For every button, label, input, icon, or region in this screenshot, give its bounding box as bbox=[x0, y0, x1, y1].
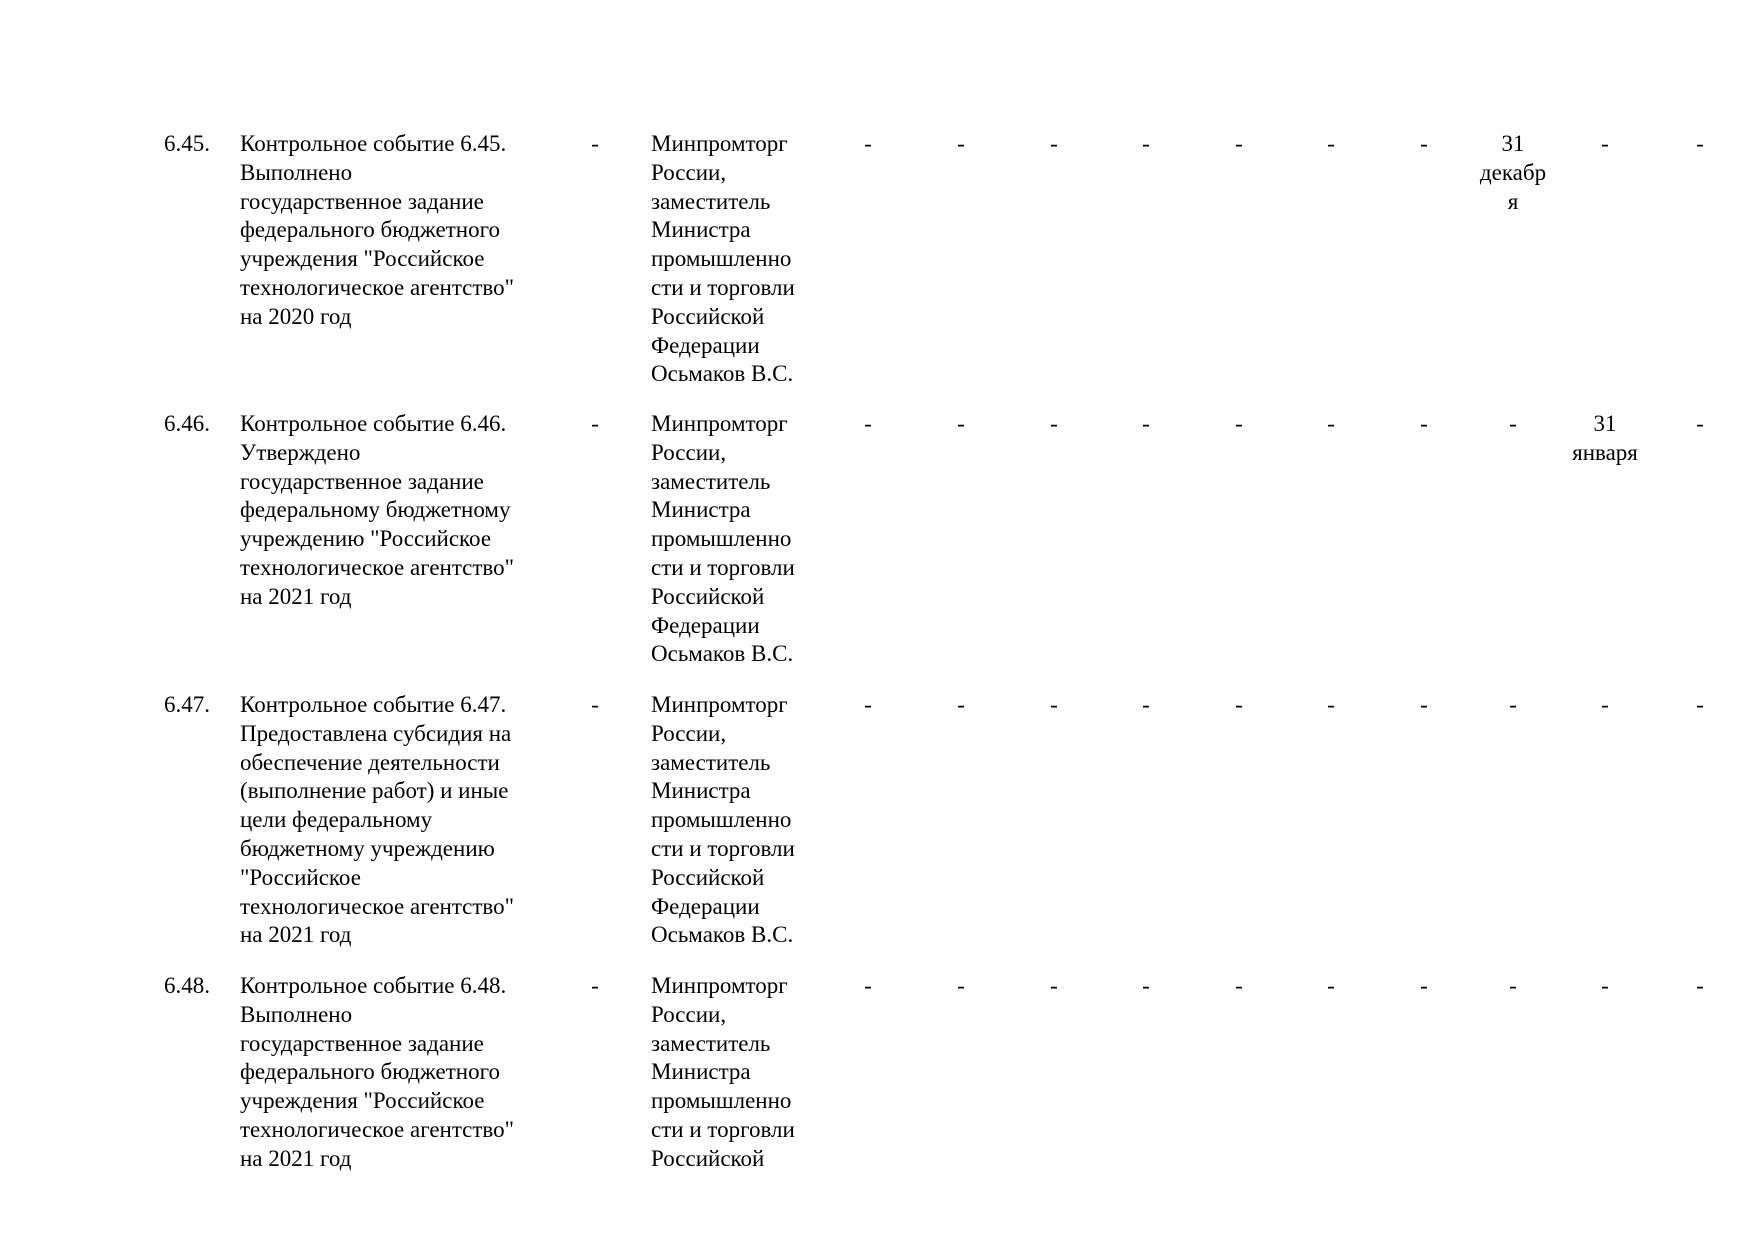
period-cell-1: - bbox=[864, 692, 872, 717]
period-cell-8: - bbox=[1509, 973, 1517, 998]
period-cell-9: 31 января bbox=[1572, 411, 1638, 465]
period-cell-4: - bbox=[1142, 692, 1150, 717]
period-cell-4: - bbox=[1142, 411, 1150, 436]
responsible-executor: Минпромторг России, заместитель Министра промышленно сти и торговли Российской Федерации Осьмаков В.С. bbox=[651, 411, 795, 667]
period-cell-6: - bbox=[1327, 131, 1335, 156]
period-cell-9: - bbox=[1601, 973, 1609, 998]
period-cell-1: - bbox=[864, 411, 872, 436]
period-cell-6: - bbox=[1327, 973, 1335, 998]
period-cell-7: - bbox=[1420, 411, 1428, 436]
period-cell-3: - bbox=[1050, 692, 1058, 717]
period-cell-7: - bbox=[1420, 692, 1428, 717]
period-cell-5: - bbox=[1235, 973, 1243, 998]
period-cell-8: - bbox=[1509, 411, 1517, 436]
period-cell-4: - bbox=[1142, 131, 1150, 156]
period-cell-10: - bbox=[1696, 131, 1704, 156]
period-cell-2: - bbox=[957, 692, 965, 717]
responsible-executor: Минпромторг России, заместитель Министра промышленно сти и торговли Российской bbox=[651, 973, 795, 1171]
event-title: Контрольное событие 6.48. Выполнено государственное задание федерального бюджетного учреждения "Российское технологическое агентство" на 2021 год bbox=[240, 973, 515, 1171]
period-cell-8: 31 декабр я bbox=[1479, 131, 1547, 214]
period-cell-3: - bbox=[1050, 973, 1058, 998]
period-cell-7: - bbox=[1420, 973, 1428, 998]
period-cell-8: - bbox=[1509, 692, 1517, 717]
period-cell-3: - bbox=[1050, 131, 1058, 156]
period-cell-9: - bbox=[1601, 692, 1609, 717]
period-cell-2: - bbox=[957, 131, 965, 156]
period-cell-10: - bbox=[1696, 692, 1704, 717]
period-cell-6: - bbox=[1327, 411, 1335, 436]
period-cell-2: - bbox=[957, 973, 965, 998]
event-title: Контрольное событие 6.46. Утверждено государственное задание федеральному бюджетному учреждению "Российское технологическое агентство" на 2021 год bbox=[240, 411, 515, 609]
period-cell-2: - bbox=[957, 411, 965, 436]
row-number: 6.47. bbox=[164, 692, 210, 717]
period-cell-3: - bbox=[1050, 411, 1058, 436]
responsible-executor: Минпромторг России, заместитель Министра промышленно сти и торговли Российской Федерации Осьмаков В.С. bbox=[651, 692, 795, 948]
period-cell-10: - bbox=[1696, 973, 1704, 998]
event-title: Контрольное событие 6.47. Предоставлена субсидия на обеспечение деятельности (выполнение работ) и иные цели федеральному бюджетному учреждению "Российское технологическое агентство" на 2021 год bbox=[240, 692, 515, 948]
period-cell-4: - bbox=[1142, 973, 1150, 998]
period-cell-7: - bbox=[1420, 131, 1428, 156]
event-title: Контрольное событие 6.45. Выполнено государственное задание федерального бюджетного учреждения "Российское технологическое агентство" на 2020 год bbox=[240, 131, 515, 329]
period-cell-10: - bbox=[1696, 411, 1704, 436]
row-number: 6.45. bbox=[164, 131, 210, 156]
period-cell-1: - bbox=[864, 131, 872, 156]
period-cell-9: - bbox=[1601, 131, 1609, 156]
period-cell-1: - bbox=[864, 973, 872, 998]
row-number: 6.48. bbox=[164, 973, 210, 998]
period-cell-5: - bbox=[1235, 411, 1243, 436]
responsible-executor: Минпромторг России, заместитель Министра промышленно сти и торговли Российской Федерации Осьмаков В.С. bbox=[651, 131, 795, 387]
column-a-value: - bbox=[591, 131, 599, 156]
period-cell-5: - bbox=[1235, 131, 1243, 156]
column-a-value: - bbox=[591, 692, 599, 717]
column-a-value: - bbox=[591, 411, 599, 436]
period-cell-6: - bbox=[1327, 692, 1335, 717]
period-cell-5: - bbox=[1235, 692, 1243, 717]
row-number: 6.46. bbox=[164, 411, 210, 436]
column-a-value: - bbox=[591, 973, 599, 998]
